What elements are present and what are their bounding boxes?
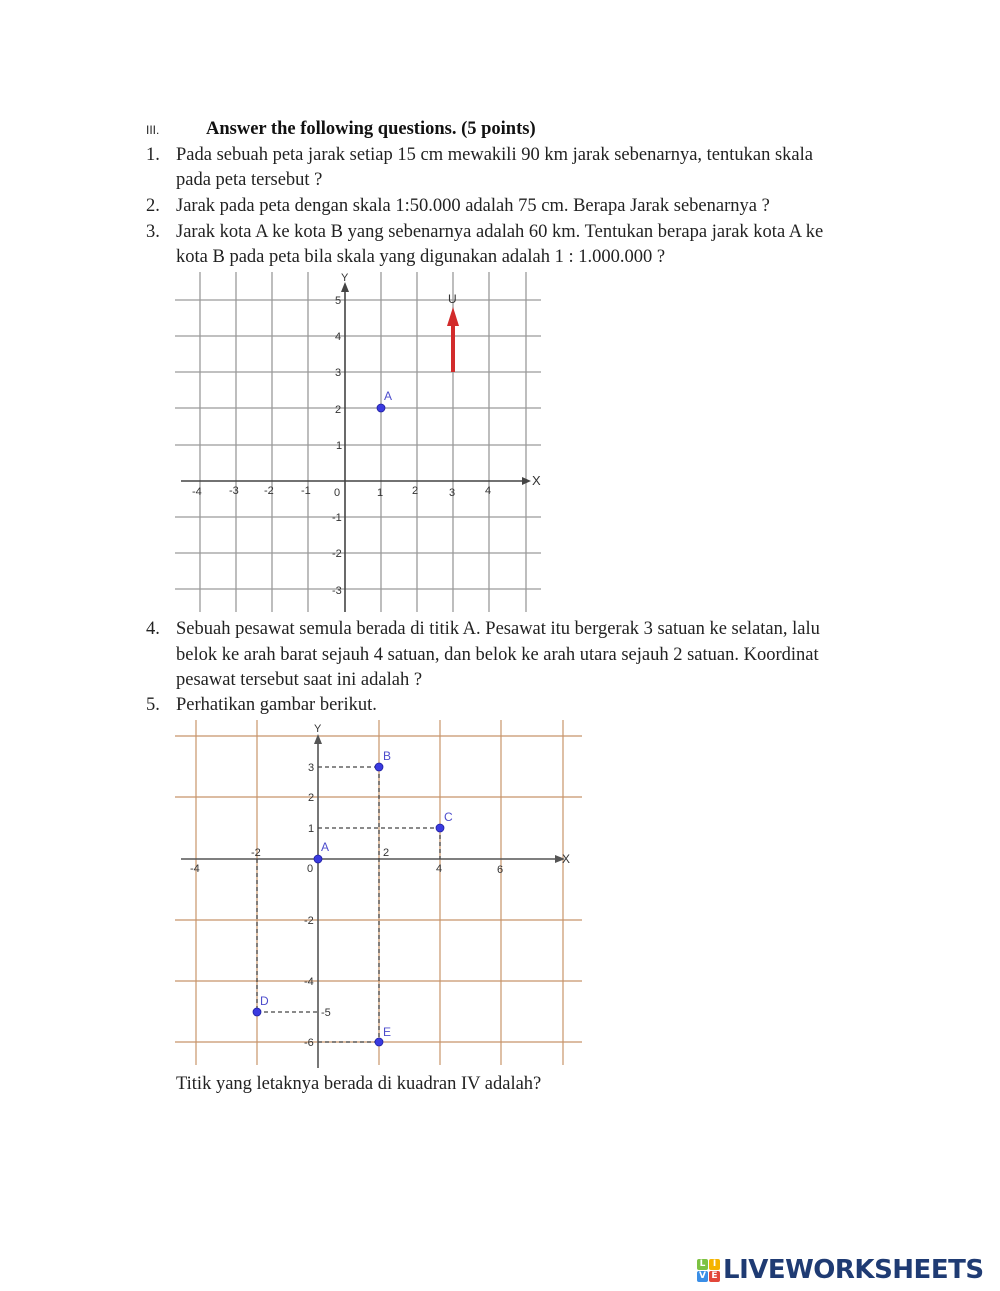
question-number-4: 4. [146,619,160,639]
question-number-1: 1. [146,145,160,165]
north-arrow-head-icon [447,307,459,326]
svg-text:-4: -4 [190,863,200,875]
svg-text:-5: -5 [321,1007,331,1019]
question-number-3: 3. [146,222,160,242]
axes-1 [181,290,522,612]
svg-text:-4: -4 [304,976,314,988]
point-a [377,404,385,412]
projection-guides [257,767,443,1042]
svg-text:3: 3 [308,762,315,774]
question-1-line-2: pada peta tersebut ? [176,170,323,190]
svg-text:-1: -1 [332,512,342,524]
coordinate-graph-1 [170,265,550,620]
svg-text:X: X [562,852,571,866]
svg-text:Y: Y [341,272,349,284]
question-2-line-1: Jarak pada peta dengan skala 1:50.000 adalah 75 cm. Berapa Jarak sebenarnya ? [176,196,770,216]
svg-text:A: A [384,389,393,403]
point-e [375,1038,383,1046]
svg-text:E: E [383,1025,392,1039]
svg-text:C: C [444,810,453,824]
svg-text:1: 1 [336,440,343,452]
question-number-2: 2. [146,196,160,216]
svg-text:D: D [260,994,269,1008]
section-title: Answer the following questions. (5 points) [206,119,536,139]
point-c [436,824,444,832]
svg-text:4: 4 [335,331,342,343]
svg-text:1: 1 [377,487,384,499]
svg-text:-2: -2 [332,548,342,560]
svg-text:X: X [532,473,541,488]
svg-text:U: U [448,292,457,306]
question-3-line-2: kota B pada peta bila skala yang digunakan adalah 1 : 1.000.000 ? [176,247,666,267]
question-1-line-1: Pada sebuah peta jarak setiap 15 cm mewakili 90 km jarak sebenarnya, tentukan skala [176,145,813,165]
section-numeral: III. [146,123,160,137]
logo-text: LIVEWORKSHEETS [723,1255,984,1285]
liveworksheets-logo [697,1255,984,1285]
svg-text:0: 0 [334,487,341,499]
svg-text:3: 3 [449,487,456,499]
live-blocks-icon: L I V E [697,1259,720,1282]
question-3-line-1: Jarak kota A ke kota B yang sebenarnya adalah 60 km. Tentukan berapa jarak kota A ke [176,222,824,242]
question-number-5: 5. [146,695,160,715]
svg-text:-6: -6 [304,1037,314,1049]
svg-text:-2: -2 [251,847,261,859]
svg-text:4: 4 [436,863,443,875]
point-b [375,763,383,771]
question-5-line-1: Perhatikan gambar berikut. [176,695,377,715]
svg-text:B: B [383,749,392,763]
svg-text:6: 6 [497,864,504,876]
svg-text:3: 3 [335,367,342,379]
svg-text:-2: -2 [304,915,314,927]
svg-text:1: 1 [308,823,315,835]
point-d [253,1008,261,1016]
question-4-line-3: pesawat tersebut saat ini adalah ? [176,670,423,690]
svg-text:2: 2 [412,485,419,497]
question-5-followup: Titik yang letaknya berada di kuadran IV adalah? [176,1074,542,1094]
svg-text:Y: Y [314,723,322,735]
question-4-line-2: belok ke arah barat sejauh 4 satuan, dan belok ke arah utara sejauh 2 satuan. Koordinat [176,645,819,665]
svg-text:-4: -4 [192,486,202,498]
svg-text:2: 2 [335,404,342,416]
svg-text:-2: -2 [264,485,274,497]
svg-text:2: 2 [383,847,390,859]
svg-text:2: 2 [308,792,315,804]
svg-text:-1: -1 [301,485,311,497]
coordinate-graph-2 [170,715,590,1070]
svg-text:0: 0 [307,863,314,875]
point-a-2 [314,855,322,863]
svg-text:A: A [321,840,330,854]
grid-lines-1 [175,272,541,612]
svg-text:5: 5 [335,295,342,307]
question-4-line-1: Sebuah pesawat semula berada di titik A. Pesawat itu bergerak 3 satuan ke selatan, lalu [176,619,820,639]
svg-text:-3: -3 [229,485,239,497]
svg-text:-3: -3 [332,585,342,597]
svg-text:4: 4 [485,485,492,497]
